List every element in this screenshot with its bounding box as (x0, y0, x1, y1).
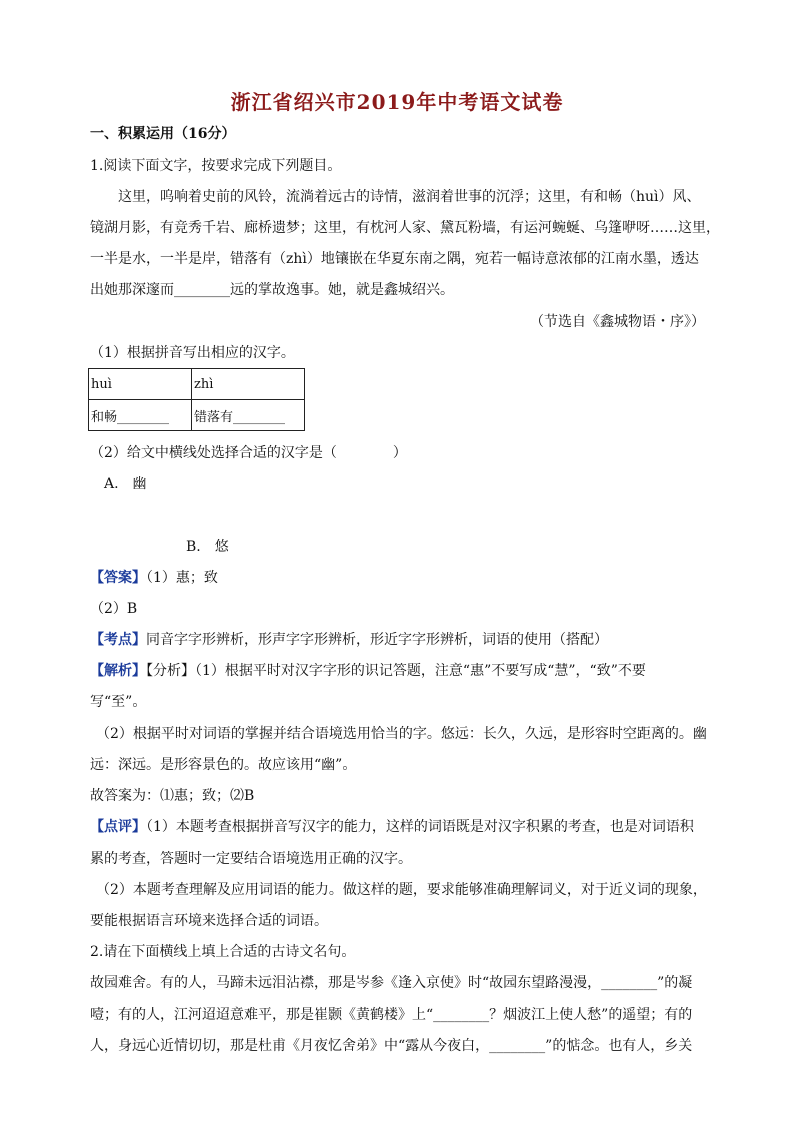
section-heading: 一、积累运用（16分） (90, 126, 236, 142)
passage-line: 出她那深邃而________远的掌故逸事。她，就是鑫城绍兴。 (90, 282, 454, 298)
analysis-line: 故答案为：⑴惠；致；⑵B (90, 788, 255, 804)
table-cell: 错落有________ (192, 400, 305, 431)
question-2-line: 噎；有的人，江河迢迢意难平，那是崔颢《黄鹤楼》上“________？烟波江上使人愁”的遥望；有的 (90, 1007, 693, 1023)
table-header-cell: zhì (192, 369, 305, 400)
passage-source: （节选自《鑫城物语・序》） (530, 314, 705, 330)
analysis-line: 【分析】（1）根据平时对汉字字形的识记答题，注意“惠”不要写成“慧”，“致”不要 (146, 663, 646, 679)
answer-row (90, 568, 705, 588)
kaodian-tag: 【考点】 (90, 632, 146, 648)
analysis-line: 写“至”。 (90, 694, 147, 710)
analysis-row (90, 661, 705, 681)
answer-text: （2）B (90, 601, 138, 617)
passage-line: 这里，呜响着史前的风铃，流淌着远古的诗情，滋润着世事的沉浮；这里，有和畅（huì）风、 (90, 189, 701, 205)
comment-line: 要能根据语言环境来选择合适的词语。 (90, 913, 328, 929)
table-cell: 和畅________ (89, 400, 192, 431)
answer-text: （1）惠；致 (146, 570, 218, 586)
kaodian-row (90, 630, 705, 650)
passage-line: 一半是水，一半是岸，错落有（zhì）地镶嵌在华夏东南之隅，宛若一幅诗意浓郁的江南水墨，透达 (90, 251, 699, 267)
dianping-tag: 【点评】 (90, 819, 146, 835)
table-row (89, 369, 305, 400)
comment-line: （1）本题考查根据拼音写汉字的能力，这样的词语既是对汉字积累的考查，也是对词语积 (146, 819, 694, 835)
comment-line: 累的考查，答题时一定要结合语境选用正确的汉字。 (90, 851, 412, 867)
question-2-stem: 2.请在下面横线上填上合适的古诗文名句。 (90, 944, 356, 960)
option-b: B. 悠 (186, 539, 229, 555)
question-1-stem: 1.阅读下面文字，按要求完成下列题目。 (90, 158, 342, 174)
analysis-line: （2）根据平时对词语的掌握并结合语境选用恰当的字。悠远：长久，久远，是形容时空距离的。幽 (96, 726, 707, 742)
comment-row (90, 817, 705, 837)
pinyin-table (88, 368, 305, 431)
sub-question-1: （1）根据拼音写出相应的汉字。 (90, 345, 295, 361)
question-2-line: 人，身远心近情切切，那是杜甫《月夜忆舍弟》中“露从今夜白，________”的惦念。也有人，乡关 (90, 1038, 693, 1054)
option-a: A. 幽 (104, 476, 147, 492)
answer-tag: 【答案】 (90, 570, 146, 586)
comment-line: （2）本题考查理解及应用词语的能力。做这样的题，要求能够准确理解词义，对于近义词的现象， (96, 882, 707, 898)
jiexi-tag: 【解析】 (90, 663, 146, 679)
page-title: 浙江省绍兴市2019年中考语文试卷 (230, 90, 564, 114)
table-header-cell: huì (89, 369, 192, 400)
passage-line: 镜湖月影，有竞秀千岩、廊桥遗梦；这里，有枕河人家、黛瓦粉墙，有运河蜿蜒、乌篷咿呀……这里， (90, 220, 720, 236)
analysis-line: 远：深远。是形容景色的。故应该用“幽”。 (90, 757, 357, 773)
sub-question-2: （2）给文中横线处选择合适的汉字是（ ） (90, 445, 407, 461)
table-row (89, 400, 305, 431)
kaodian-text: 同音字字形辨析，形声字字形辨析，形近字字形辨析，词语的使用（搭配） (146, 632, 608, 648)
question-2-line: 故园难舍。有的人，马蹄未远泪沾襟，那是岑参《逢入京使》时“故园东望路漫漫，________”的凝 (90, 975, 693, 991)
